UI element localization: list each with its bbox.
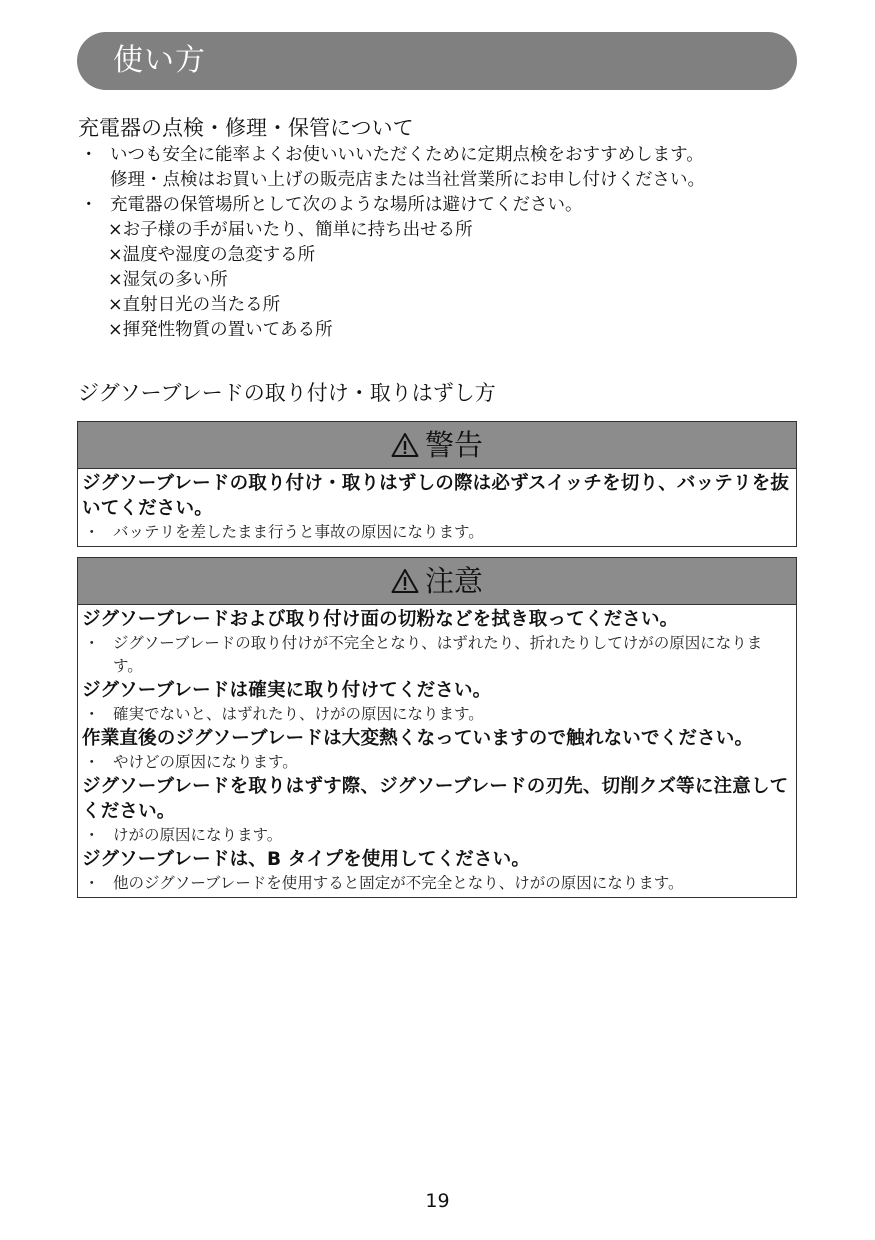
warning-label: 警告 — [424, 428, 483, 462]
avoid-place-item: ×揮発性物質の置いてある所 — [108, 320, 333, 340]
warning-box-header — [78, 422, 796, 469]
charger-maintenance-section — [78, 113, 803, 343]
caution-statement: ジグソーブレードおよび取り付け面の切粉などを拭き取ってください。 — [82, 609, 679, 630]
caution-statement: ジグソーブレードは、B タイプを使用してください。 — [82, 849, 531, 870]
caution-note: ジグソーブレードの取り付けが不完全となり、はずれたり、折れたりしてけがの原因になります。 — [113, 634, 763, 675]
warning-box — [77, 421, 797, 547]
caution-note: やけどの原因になります。 — [113, 753, 298, 771]
avoid-place-item: ×お子様の手が届いたり、簡単に持ち出せる所 — [108, 220, 473, 240]
warning-statement: ジグソーブレードの取り付け・取りはずしの際は必ずスイッチを切り、バッテリを抜いてください。 — [82, 473, 790, 519]
header-bar — [77, 32, 797, 90]
section-heading: ジグソーブレードの取り付け・取りはずし方 — [78, 381, 496, 405]
caution-statement: 作業直後のジグソーブレードは大変熱くなっていますので触れないでください。 — [82, 728, 754, 749]
list-item — [82, 703, 792, 726]
list-item — [82, 824, 792, 847]
caution-statement: ジグソーブレードを取りはずす際、ジグソーブレードの刃先、切削クズ等に注意してください。 — [82, 776, 789, 822]
avoid-place-item: ×温度や湿度の急変する所 — [108, 245, 316, 265]
list-item — [78, 193, 803, 218]
list-item — [82, 872, 792, 895]
page-title: 使い方 — [113, 43, 206, 78]
avoid-place-item: ×直射日光の当たる所 — [108, 295, 281, 315]
list-item — [82, 521, 792, 544]
caution-statement: ジグソーブレードは確実に取り付けてください。 — [82, 680, 492, 701]
list-item — [78, 143, 803, 193]
caution-label: 注意 — [424, 564, 483, 598]
warning-note: バッテリを差したまま行うと事故の原因になります。 — [113, 523, 484, 541]
caution-note: けがの原因になります。 — [113, 826, 283, 844]
bullet: ・ — [84, 634, 100, 652]
bullet-text: いつも安全に能率よくお使いいいただくために定期点検をおすすめします。 — [110, 145, 704, 165]
caution-box-header — [78, 558, 796, 605]
page-number: 19 — [425, 1190, 450, 1212]
caution-note: 確実でないと、はずれたり、けがの原因になります。 — [113, 705, 484, 723]
bullet: ・ — [84, 523, 100, 541]
bullet: ・ — [84, 826, 100, 844]
bullet: ・ — [84, 874, 100, 892]
avoid-place-item: ×湿気の多い所 — [108, 270, 228, 290]
caution-box — [77, 557, 797, 898]
bullet-text: 充電器の保管場所として次のような場所は避けてください。 — [110, 195, 583, 215]
bullet-text: 修理・点検はお買い上げの販売店または当社営業所にお申し付けください。 — [110, 170, 705, 190]
section-heading: 充電器の点検・修理・保管について — [78, 116, 414, 140]
warning-triangle-icon — [391, 568, 419, 594]
warning-triangle-icon — [391, 432, 419, 458]
bullet: ・ — [80, 145, 98, 165]
bullet: ・ — [84, 705, 100, 723]
list-item — [82, 751, 792, 774]
caution-note: 他のジグソーブレードを使用すると固定が不完全となり、けがの原因になります。 — [113, 874, 684, 892]
bullet: ・ — [80, 195, 98, 215]
list-item — [82, 632, 792, 678]
bullet: ・ — [84, 753, 100, 771]
